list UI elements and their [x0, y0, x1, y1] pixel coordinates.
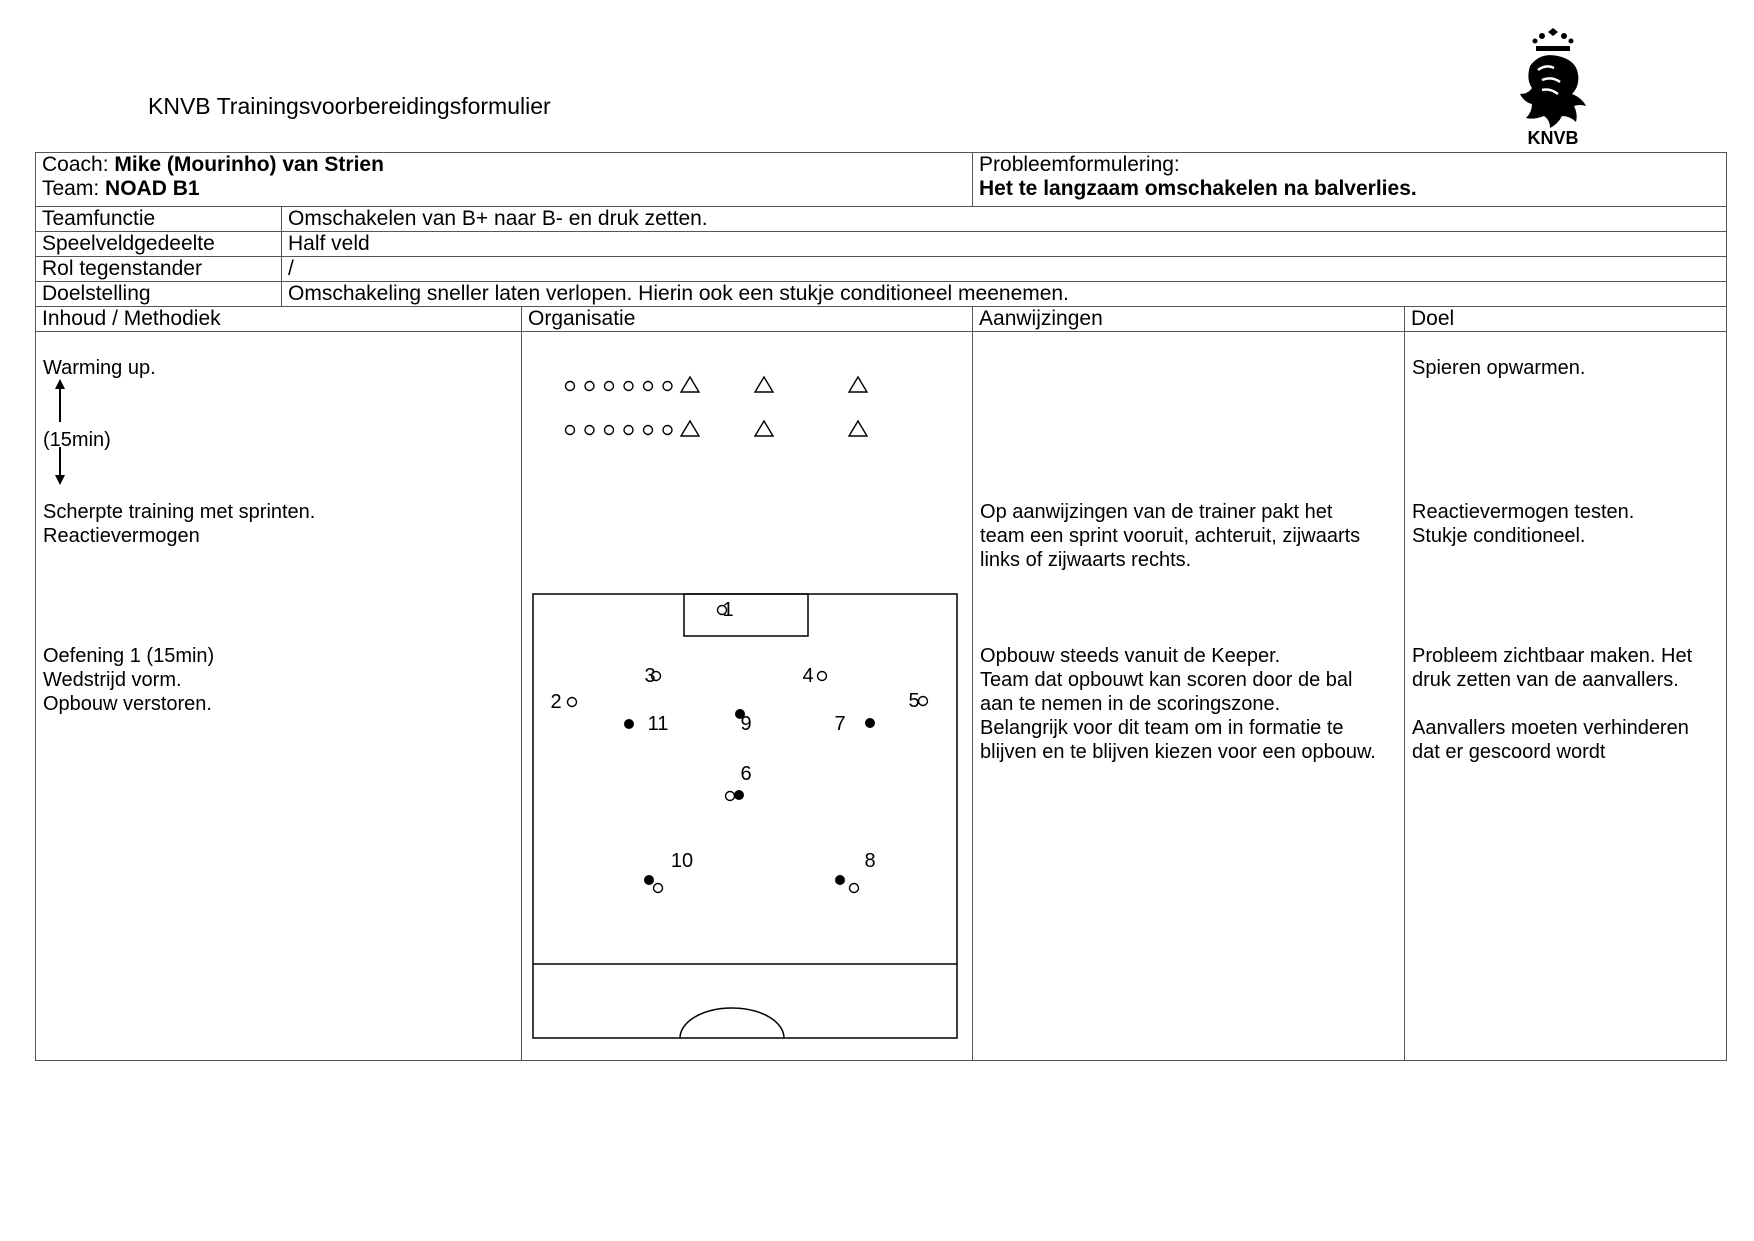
team-label: Team:	[42, 177, 100, 200]
player-number-label: 7	[834, 713, 846, 735]
column-header-organisatie: Organisatie	[522, 307, 973, 332]
player-circle-marker	[585, 382, 594, 391]
player-circle-marker	[663, 426, 672, 435]
training-form-table	[35, 152, 1727, 1061]
row-value: Omschakelen van B+ naar B- en druk zetten.	[282, 207, 1727, 232]
doel-text: dat er gescoord wordt	[1412, 741, 1606, 763]
player-circle-marker	[644, 426, 653, 435]
player-number-label: 9	[740, 713, 752, 735]
coach-problem-row	[36, 153, 1727, 207]
player-number-label: 4	[802, 665, 814, 687]
doel-text: Stukje conditioneel.	[1412, 525, 1586, 547]
player-circle-marker	[605, 382, 614, 391]
player-number-label: 1	[722, 599, 734, 621]
doel-text: Spieren opwarmen.	[1412, 357, 1586, 379]
team-name: NOAD B1	[105, 177, 200, 200]
form-row-speelveldgedeelte	[36, 232, 1727, 257]
cone-marker	[849, 421, 867, 436]
cone-marker	[681, 377, 699, 392]
content-row	[36, 332, 1727, 1061]
defending-player-marker	[865, 718, 875, 728]
column-header-row	[36, 307, 1727, 332]
team-line	[42, 177, 966, 201]
player-number-label: 8	[864, 850, 876, 872]
doel-cell	[1405, 332, 1727, 1061]
player-number-label: 2	[550, 691, 562, 713]
logo-text: KNVB	[1527, 128, 1579, 148]
document-title: KNVB Trainingsvoorbereidingsformulier	[148, 93, 551, 119]
problem-text: Het te langzaam omschakelen na balverlies.	[979, 177, 1417, 200]
players	[550, 599, 927, 893]
coach-name: Mike (Mourinho) van Strien	[114, 153, 384, 176]
organisatie-cell	[522, 332, 973, 1061]
player-circle-marker	[566, 382, 575, 391]
player-circle-marker	[644, 382, 653, 391]
aanwijzing-text: links of zijwaarts rechts.	[980, 549, 1192, 571]
player-circle-marker	[566, 426, 575, 435]
aanwijzing-text: Belangrijk voor dit team om in formatie te	[980, 717, 1344, 739]
cone-marker	[849, 377, 867, 392]
scherpte-text-2: Reactievermogen	[43, 525, 200, 547]
player-number-label: 5	[908, 690, 920, 712]
form-row-rol-tegenstander	[36, 257, 1727, 282]
inhoud-cell	[36, 332, 522, 1061]
coach-line	[42, 153, 966, 177]
knvb-lion-logo	[1508, 26, 1598, 148]
warmup-formation	[566, 377, 868, 436]
defending-player-marker	[835, 875, 845, 885]
row-label: Speelveldgedeelte	[36, 232, 282, 257]
defending-player-marker	[624, 719, 634, 729]
row-value: Omschakeling sneller laten verlopen. Hierin ook een stukje conditioneel meenemen.	[282, 282, 1727, 307]
aanwijzing-text: blijven en te blijven kiezen voor een opbouw.	[980, 741, 1376, 763]
cone-marker	[755, 421, 773, 436]
player-number-label: 11	[647, 713, 669, 735]
player-circle-marker	[624, 382, 633, 391]
row-value: /	[282, 257, 1727, 282]
goal-area	[684, 594, 808, 636]
column-header-inhoud: Inhoud / Methodiek	[36, 307, 522, 332]
oefening-text-2: Opbouw verstoren.	[43, 693, 212, 715]
column-header-aanwijzingen: Aanwijzingen	[973, 307, 1405, 332]
doel-text: Aanvallers moeten verhinderen	[1412, 717, 1689, 739]
problem-label: Probleemformulering:	[979, 153, 1180, 176]
player-number-label: 6	[740, 763, 752, 785]
player-circle-marker	[624, 426, 633, 435]
row-label: Doelstelling	[36, 282, 282, 307]
center-circle-arc	[680, 1008, 784, 1038]
defending-player-marker	[644, 875, 654, 885]
aanwijzing-text: Opbouw steeds vanuit de Keeper.	[980, 645, 1281, 667]
doel-text: Probleem zichtbaar maken. Het	[1412, 645, 1693, 667]
form-row-doelstelling	[36, 282, 1727, 307]
defending-player-marker	[734, 790, 744, 800]
row-value: Half veld	[282, 232, 1727, 257]
aanwijzingen-cell	[973, 332, 1405, 1061]
doel-text: druk zetten van de aanvallers.	[1412, 669, 1679, 691]
player-number-label: 10	[670, 850, 694, 872]
doel-text: Reactievermogen testen.	[1412, 501, 1635, 523]
player-number-label: 3	[644, 665, 656, 687]
warmup-text: Warming up.	[43, 357, 156, 379]
aanwijzing-text: team een sprint vooruit, achteruit, zijwaarts	[980, 525, 1361, 547]
organisation-diagram	[522, 332, 972, 1060]
attacking-player-marker	[726, 792, 735, 801]
coach-label: Coach:	[42, 153, 109, 176]
attacking-player-marker	[654, 884, 663, 893]
player-circle-marker	[605, 426, 614, 435]
scherpte-text: Scherpte training met sprinten.	[43, 501, 316, 523]
aanwijzing-text: Team dat opbouwt kan scoren door de bal	[980, 669, 1353, 691]
column-header-doel: Doel	[1405, 307, 1727, 332]
aanwijzing-text: aan te nemen in de scoringszone.	[980, 693, 1281, 715]
row-label: Rol tegenstander	[36, 257, 282, 282]
cone-marker	[681, 421, 699, 436]
duration-text: (15min)	[43, 429, 111, 451]
pitch-outline	[533, 594, 957, 1038]
attacking-player-marker	[919, 697, 928, 706]
aanwijzing-text: Op aanwijzingen van de trainer pakt het	[980, 501, 1333, 523]
attacking-player-marker	[850, 884, 859, 893]
pitch	[533, 594, 957, 1038]
oefening-title: Oefening 1 (15min)	[43, 645, 215, 667]
form-row-teamfunctie	[36, 207, 1727, 232]
player-circle-marker	[585, 426, 594, 435]
cone-marker	[755, 377, 773, 392]
player-circle-marker	[663, 382, 672, 391]
attacking-player-marker	[818, 672, 827, 681]
attacking-player-marker	[568, 698, 577, 707]
row-label: Teamfunctie	[36, 207, 282, 232]
oefening-text: Wedstrijd vorm.	[43, 669, 182, 691]
